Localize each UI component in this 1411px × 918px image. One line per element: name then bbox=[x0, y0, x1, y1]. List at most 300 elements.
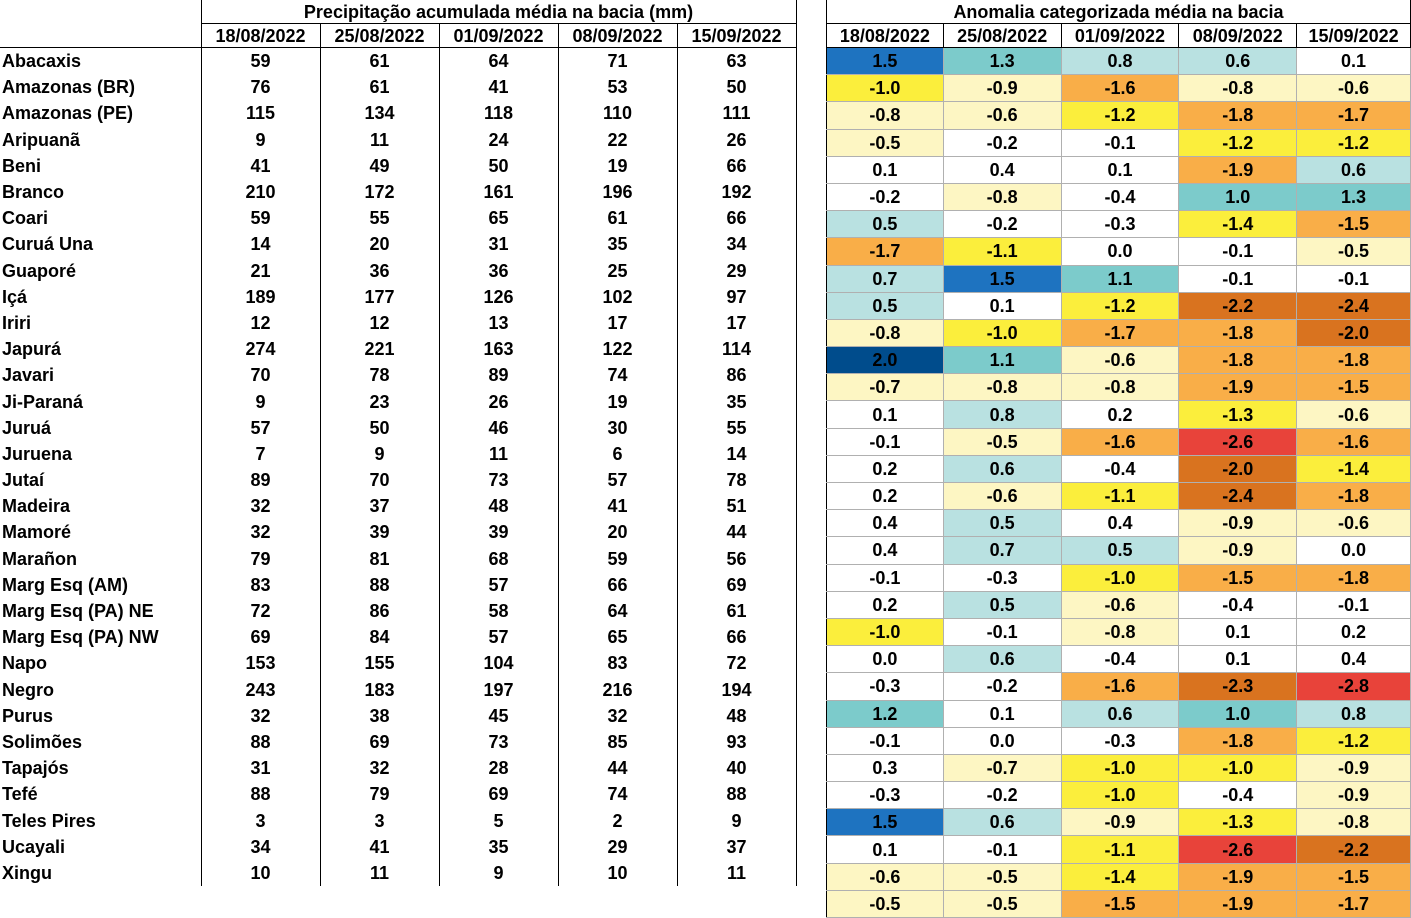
precip-value: 49 bbox=[320, 153, 439, 179]
anomaly-date-header: 15/09/2022 bbox=[1297, 24, 1411, 48]
table-row bbox=[0, 362, 796, 388]
precip-value: 81 bbox=[320, 546, 439, 572]
table-row bbox=[827, 374, 1411, 401]
anomaly-value: -1.0 bbox=[1061, 564, 1179, 591]
anomaly-value: 1.2 bbox=[827, 700, 944, 727]
precip-value: 20 bbox=[558, 519, 677, 545]
precip-value: 72 bbox=[201, 598, 320, 624]
precip-value: 28 bbox=[439, 755, 558, 781]
anomaly-value: 0.1 bbox=[1061, 156, 1179, 183]
precip-value: 66 bbox=[677, 153, 796, 179]
precip-value: 41 bbox=[439, 74, 558, 100]
table-row bbox=[0, 100, 796, 126]
anomaly-value: -1.8 bbox=[1179, 319, 1297, 346]
precip-value: 39 bbox=[320, 519, 439, 545]
anomaly-value: -1.0 bbox=[827, 75, 944, 102]
precip-value: 65 bbox=[439, 205, 558, 231]
precip-value: 102 bbox=[558, 284, 677, 310]
basin-name: Marg Esq (AM) bbox=[0, 572, 201, 598]
basin-name: Japurá bbox=[0, 336, 201, 362]
anomaly-value: -1.5 bbox=[1297, 374, 1411, 401]
table-row bbox=[0, 546, 796, 572]
table-row bbox=[0, 860, 796, 886]
precip-value: 36 bbox=[439, 258, 558, 284]
anomaly-value: -0.3 bbox=[1061, 727, 1179, 754]
anomaly-value: -0.2 bbox=[943, 211, 1061, 238]
anomaly-value: 0.4 bbox=[827, 510, 944, 537]
anomaly-value: -1.6 bbox=[1061, 428, 1179, 455]
anomaly-value: -0.1 bbox=[1061, 129, 1179, 156]
precip-value: 88 bbox=[320, 572, 439, 598]
anomaly-value: 0.8 bbox=[943, 401, 1061, 428]
anomaly-value: 0.1 bbox=[1297, 48, 1411, 75]
anomaly-value: -0.5 bbox=[1297, 238, 1411, 265]
precip-value: 122 bbox=[558, 336, 677, 362]
table-row bbox=[827, 863, 1411, 890]
basin-name: Ji-Paraná bbox=[0, 388, 201, 414]
precip-value: 44 bbox=[558, 755, 677, 781]
anomaly-value: 1.5 bbox=[827, 48, 944, 75]
anomaly-value: 1.5 bbox=[943, 265, 1061, 292]
anomaly-value: 0.4 bbox=[827, 537, 944, 564]
anomaly-value: -0.3 bbox=[827, 673, 944, 700]
anomaly-value: -0.6 bbox=[1297, 75, 1411, 102]
anomaly-value: 0.1 bbox=[827, 156, 944, 183]
basin-name: Tapajós bbox=[0, 755, 201, 781]
precip-value: 88 bbox=[201, 781, 320, 807]
table-row bbox=[0, 519, 796, 545]
anomaly-value: 0.0 bbox=[943, 727, 1061, 754]
anomaly-value: -1.7 bbox=[827, 238, 944, 265]
precip-value: 50 bbox=[439, 153, 558, 179]
table-row bbox=[827, 183, 1411, 210]
table-row bbox=[0, 834, 796, 860]
table-row bbox=[0, 205, 796, 231]
anomaly-value: 1.1 bbox=[943, 347, 1061, 374]
table-row bbox=[0, 310, 796, 336]
anomaly-value: 0.2 bbox=[827, 455, 944, 482]
precip-value: 41 bbox=[558, 493, 677, 519]
anomaly-value: -1.9 bbox=[1179, 156, 1297, 183]
anomaly-value: -1.8 bbox=[1297, 347, 1411, 374]
precip-value: 69 bbox=[677, 572, 796, 598]
precip-date-header: 01/09/2022 bbox=[439, 24, 558, 48]
basin-name: Branco bbox=[0, 179, 201, 205]
anomaly-value: -2.6 bbox=[1179, 428, 1297, 455]
anomaly-value: -1.7 bbox=[1297, 102, 1411, 129]
anomaly-value: -0.8 bbox=[827, 319, 944, 346]
anomaly-value: 0.5 bbox=[943, 591, 1061, 618]
table-row bbox=[0, 703, 796, 729]
anomaly-value: -0.8 bbox=[1179, 75, 1297, 102]
basin-name: Iriri bbox=[0, 310, 201, 336]
anomaly-value: 0.2 bbox=[1297, 618, 1411, 645]
precip-value: 73 bbox=[439, 467, 558, 493]
precip-value: 61 bbox=[558, 205, 677, 231]
anomaly-value: -0.9 bbox=[1179, 510, 1297, 537]
anomaly-value: -0.4 bbox=[1061, 646, 1179, 673]
precip-value: 37 bbox=[320, 493, 439, 519]
anomaly-value: -0.5 bbox=[943, 890, 1061, 917]
anomaly-value: -0.4 bbox=[1061, 183, 1179, 210]
precip-value: 55 bbox=[320, 205, 439, 231]
anomaly-value: -0.8 bbox=[1297, 809, 1411, 836]
precip-value: 93 bbox=[677, 729, 796, 755]
table-row bbox=[827, 727, 1411, 754]
anomaly-value: -0.5 bbox=[943, 428, 1061, 455]
precip-value: 134 bbox=[320, 100, 439, 126]
anomaly-value: 2.0 bbox=[827, 347, 944, 374]
precip-value: 29 bbox=[677, 258, 796, 284]
precip-date-header: 18/08/2022 bbox=[201, 24, 320, 48]
anomaly-table bbox=[826, 0, 1411, 918]
anomaly-value: -0.6 bbox=[1297, 401, 1411, 428]
basin-name: Jutaí bbox=[0, 467, 201, 493]
anomaly-value: -0.5 bbox=[943, 863, 1061, 890]
table-row bbox=[827, 591, 1411, 618]
anomaly-value: -0.5 bbox=[827, 890, 944, 917]
table-row bbox=[827, 673, 1411, 700]
precip-value: 57 bbox=[439, 624, 558, 650]
table-row bbox=[827, 292, 1411, 319]
table-row bbox=[0, 807, 796, 833]
anomaly-value: -0.9 bbox=[1297, 782, 1411, 809]
precip-value: 5 bbox=[439, 807, 558, 833]
precip-value: 38 bbox=[320, 703, 439, 729]
anomaly-value: 0.0 bbox=[1061, 238, 1179, 265]
precip-value: 61 bbox=[677, 598, 796, 624]
anomaly-value: 0.1 bbox=[827, 401, 944, 428]
basin-name: Marañon bbox=[0, 546, 201, 572]
precip-value: 114 bbox=[677, 336, 796, 362]
table-row bbox=[827, 618, 1411, 645]
anomaly-value: -0.6 bbox=[1061, 347, 1179, 374]
precip-value: 56 bbox=[677, 546, 796, 572]
precip-value: 172 bbox=[320, 179, 439, 205]
precip-value: 110 bbox=[558, 100, 677, 126]
precip-value: 26 bbox=[677, 127, 796, 153]
anomaly-value: -0.1 bbox=[1297, 591, 1411, 618]
table-row bbox=[827, 48, 1411, 75]
precip-value: 34 bbox=[201, 834, 320, 860]
anomaly-value: -1.4 bbox=[1061, 863, 1179, 890]
precip-value: 55 bbox=[677, 415, 796, 441]
basin-name: Juruena bbox=[0, 441, 201, 467]
anomaly-value: -0.2 bbox=[827, 183, 944, 210]
precip-value: 19 bbox=[558, 153, 677, 179]
precip-value: 177 bbox=[320, 284, 439, 310]
anomaly-value: -0.4 bbox=[1179, 782, 1297, 809]
precip-value: 69 bbox=[439, 781, 558, 807]
anomaly-value: -0.7 bbox=[943, 754, 1061, 781]
precip-value: 2 bbox=[558, 807, 677, 833]
table-row bbox=[827, 238, 1411, 265]
precip-value: 11 bbox=[320, 860, 439, 886]
anomaly-value: 0.1 bbox=[943, 292, 1061, 319]
table-row bbox=[0, 650, 796, 676]
precip-value: 17 bbox=[677, 310, 796, 336]
precip-value: 57 bbox=[201, 415, 320, 441]
anomaly-value: -0.6 bbox=[943, 483, 1061, 510]
precip-value: 115 bbox=[201, 100, 320, 126]
precip-value: 29 bbox=[558, 834, 677, 860]
basin-name: Xingu bbox=[0, 860, 201, 886]
precip-value: 35 bbox=[677, 388, 796, 414]
precip-value: 118 bbox=[439, 100, 558, 126]
anomaly-value: -1.2 bbox=[1297, 727, 1411, 754]
anomaly-value: -2.6 bbox=[1179, 836, 1297, 863]
precip-value: 26 bbox=[439, 388, 558, 414]
basin-name: Amazonas (PE) bbox=[0, 100, 201, 126]
anomaly-value: -2.4 bbox=[1297, 292, 1411, 319]
anomaly-value: -1.1 bbox=[1061, 836, 1179, 863]
precip-value: 53 bbox=[558, 74, 677, 100]
anomaly-value: -0.8 bbox=[1061, 374, 1179, 401]
precip-value: 61 bbox=[320, 48, 439, 75]
precip-value: 7 bbox=[201, 441, 320, 467]
anomaly-value: 0.8 bbox=[1297, 700, 1411, 727]
precip-value: 45 bbox=[439, 703, 558, 729]
precip-value: 210 bbox=[201, 179, 320, 205]
anomaly-date-row bbox=[827, 24, 1411, 48]
precip-value: 79 bbox=[320, 781, 439, 807]
corner-cell bbox=[0, 24, 201, 48]
precip-value: 196 bbox=[558, 179, 677, 205]
precip-value: 51 bbox=[677, 493, 796, 519]
basin-name: Aripuanã bbox=[0, 127, 201, 153]
anomaly-value: -0.6 bbox=[1061, 591, 1179, 618]
precip-value: 48 bbox=[439, 493, 558, 519]
precip-value: 39 bbox=[439, 519, 558, 545]
anomaly-value: -1.8 bbox=[1179, 102, 1297, 129]
anomaly-value: 0.6 bbox=[1061, 700, 1179, 727]
precip-value: 32 bbox=[320, 755, 439, 781]
anomaly-value: 0.0 bbox=[1297, 537, 1411, 564]
anomaly-value: -0.9 bbox=[1297, 754, 1411, 781]
anomaly-value: 0.1 bbox=[943, 700, 1061, 727]
precip-value: 68 bbox=[439, 546, 558, 572]
precip-value: 104 bbox=[439, 650, 558, 676]
table-row bbox=[827, 455, 1411, 482]
anomaly-value: 0.5 bbox=[1061, 537, 1179, 564]
precip-value: 126 bbox=[439, 284, 558, 310]
precip-value: 70 bbox=[320, 467, 439, 493]
precip-value: 76 bbox=[201, 74, 320, 100]
anomaly-value: -1.9 bbox=[1179, 890, 1297, 917]
precip-value: 89 bbox=[439, 362, 558, 388]
basin-name: Beni bbox=[0, 153, 201, 179]
precip-value: 30 bbox=[558, 415, 677, 441]
table-row bbox=[0, 493, 796, 519]
table-row bbox=[827, 537, 1411, 564]
corner-cell bbox=[0, 0, 201, 24]
anomaly-date-header: 01/09/2022 bbox=[1061, 24, 1179, 48]
anomaly-title-row bbox=[827, 0, 1411, 24]
table-row bbox=[0, 755, 796, 781]
anomaly-value: -1.7 bbox=[1297, 890, 1411, 917]
precip-value: 3 bbox=[320, 807, 439, 833]
anomaly-value: -1.4 bbox=[1179, 211, 1297, 238]
anomaly-value: 0.7 bbox=[827, 265, 944, 292]
anomaly-value: -1.2 bbox=[1297, 129, 1411, 156]
precip-value: 111 bbox=[677, 100, 796, 126]
anomaly-value: 0.4 bbox=[1061, 510, 1179, 537]
anomaly-value: -1.1 bbox=[943, 238, 1061, 265]
anomaly-value: -1.5 bbox=[1061, 890, 1179, 917]
anomaly-value: 1.3 bbox=[1297, 183, 1411, 210]
table-row bbox=[827, 156, 1411, 183]
anomaly-value: -0.1 bbox=[827, 564, 944, 591]
table-row bbox=[827, 211, 1411, 238]
anomaly-value: -0.1 bbox=[943, 618, 1061, 645]
table-row bbox=[0, 231, 796, 257]
anomaly-value: -1.0 bbox=[1179, 754, 1297, 781]
anomaly-value: -1.5 bbox=[1297, 211, 1411, 238]
basin-name: Amazonas (BR) bbox=[0, 74, 201, 100]
precip-value: 50 bbox=[677, 74, 796, 100]
table-row bbox=[827, 347, 1411, 374]
anomaly-value: 1.3 bbox=[943, 48, 1061, 75]
precip-value: 97 bbox=[677, 284, 796, 310]
table-row bbox=[0, 179, 796, 205]
precip-value: 46 bbox=[439, 415, 558, 441]
precip-value: 65 bbox=[558, 624, 677, 650]
anomaly-value: 0.1 bbox=[827, 836, 944, 863]
precip-value: 11 bbox=[439, 441, 558, 467]
basin-name: Juruá bbox=[0, 415, 201, 441]
precip-value: 86 bbox=[677, 362, 796, 388]
anomaly-date-header: 25/08/2022 bbox=[943, 24, 1061, 48]
table-row bbox=[827, 700, 1411, 727]
precip-value: 59 bbox=[201, 48, 320, 75]
precip-value: 64 bbox=[558, 598, 677, 624]
anomaly-value: 1.1 bbox=[1061, 265, 1179, 292]
anomaly-value: -1.0 bbox=[943, 319, 1061, 346]
precip-value: 74 bbox=[558, 362, 677, 388]
basin-name: Negro bbox=[0, 677, 201, 703]
precip-value: 34 bbox=[677, 231, 796, 257]
basin-name: Curuá Una bbox=[0, 231, 201, 257]
anomaly-value: 0.6 bbox=[943, 455, 1061, 482]
precip-value: 17 bbox=[558, 310, 677, 336]
precip-value: 25 bbox=[558, 258, 677, 284]
anomaly-value: -0.1 bbox=[1179, 238, 1297, 265]
precip-value: 22 bbox=[558, 127, 677, 153]
basin-name: Mamoré bbox=[0, 519, 201, 545]
anomaly-value: -1.7 bbox=[1061, 319, 1179, 346]
precip-value: 73 bbox=[439, 729, 558, 755]
anomaly-value: 0.2 bbox=[827, 483, 944, 510]
precip-value: 161 bbox=[439, 179, 558, 205]
anomaly-value: -0.6 bbox=[827, 863, 944, 890]
anomaly-value: 1.0 bbox=[1179, 183, 1297, 210]
anomaly-value: -1.6 bbox=[1061, 673, 1179, 700]
anomaly-value: -0.6 bbox=[1297, 510, 1411, 537]
precip-value: 86 bbox=[320, 598, 439, 624]
anomaly-value: -1.8 bbox=[1179, 347, 1297, 374]
precip-value: 57 bbox=[558, 467, 677, 493]
precip-value: 88 bbox=[677, 781, 796, 807]
precip-value: 79 bbox=[201, 546, 320, 572]
basin-name: Guaporé bbox=[0, 258, 201, 284]
anomaly-value: -0.3 bbox=[943, 564, 1061, 591]
precip-value: 32 bbox=[201, 493, 320, 519]
precip-value: 69 bbox=[201, 624, 320, 650]
precip-value: 197 bbox=[439, 677, 558, 703]
precip-value: 11 bbox=[677, 860, 796, 886]
precip-value: 83 bbox=[201, 572, 320, 598]
anomaly-value: 0.6 bbox=[943, 646, 1061, 673]
anomaly-value: -1.2 bbox=[1179, 129, 1297, 156]
anomaly-value: 0.6 bbox=[1179, 48, 1297, 75]
anomaly-value: -1.0 bbox=[1061, 754, 1179, 781]
table-row bbox=[827, 129, 1411, 156]
precip-value: 85 bbox=[558, 729, 677, 755]
table-row bbox=[827, 102, 1411, 129]
basin-name: Madeira bbox=[0, 493, 201, 519]
precip-value: 48 bbox=[677, 703, 796, 729]
precip-value: 78 bbox=[320, 362, 439, 388]
anomaly-value: 0.4 bbox=[943, 156, 1061, 183]
table-row bbox=[827, 428, 1411, 455]
anomaly-value: -2.4 bbox=[1179, 483, 1297, 510]
anomaly-value: 1.5 bbox=[827, 809, 944, 836]
basin-name: Tefé bbox=[0, 781, 201, 807]
anomaly-value: -1.8 bbox=[1297, 483, 1411, 510]
basin-name: Ucayali bbox=[0, 834, 201, 860]
precip-date-header: 25/08/2022 bbox=[320, 24, 439, 48]
table-row bbox=[827, 75, 1411, 102]
anomaly-value: -1.4 bbox=[1297, 455, 1411, 482]
anomaly-value: -0.8 bbox=[827, 102, 944, 129]
precip-value: 50 bbox=[320, 415, 439, 441]
anomaly-table-title: Anomalia categorizada média na bacia bbox=[827, 0, 1411, 24]
basin-name: Napo bbox=[0, 650, 201, 676]
table-row bbox=[0, 441, 796, 467]
precip-value: 32 bbox=[201, 703, 320, 729]
precip-value: 221 bbox=[320, 336, 439, 362]
table-row bbox=[827, 483, 1411, 510]
precip-value: 31 bbox=[201, 755, 320, 781]
precip-value: 66 bbox=[558, 572, 677, 598]
anomaly-value: -1.5 bbox=[1297, 863, 1411, 890]
precip-value: 243 bbox=[201, 677, 320, 703]
basin-name: Solimões bbox=[0, 729, 201, 755]
precip-value: 9 bbox=[320, 441, 439, 467]
precip-value: 61 bbox=[320, 74, 439, 100]
precip-value: 71 bbox=[558, 48, 677, 75]
anomaly-value: -0.3 bbox=[827, 782, 944, 809]
table-row bbox=[0, 677, 796, 703]
basin-name: Içá bbox=[0, 284, 201, 310]
precip-value: 21 bbox=[201, 258, 320, 284]
anomaly-date-header: 18/08/2022 bbox=[827, 24, 944, 48]
precip-value: 36 bbox=[320, 258, 439, 284]
table-row bbox=[827, 510, 1411, 537]
precip-date-row bbox=[0, 24, 796, 48]
precip-value: 66 bbox=[677, 205, 796, 231]
anomaly-value: 0.0 bbox=[827, 646, 944, 673]
table-row bbox=[827, 890, 1411, 917]
table-row bbox=[827, 646, 1411, 673]
precip-value: 20 bbox=[320, 231, 439, 257]
precip-value: 11 bbox=[320, 127, 439, 153]
anomaly-value: -1.6 bbox=[1061, 75, 1179, 102]
anomaly-value: -0.6 bbox=[943, 102, 1061, 129]
precip-value: 14 bbox=[201, 231, 320, 257]
anomaly-value: -1.0 bbox=[1061, 782, 1179, 809]
anomaly-value: -0.3 bbox=[1061, 211, 1179, 238]
